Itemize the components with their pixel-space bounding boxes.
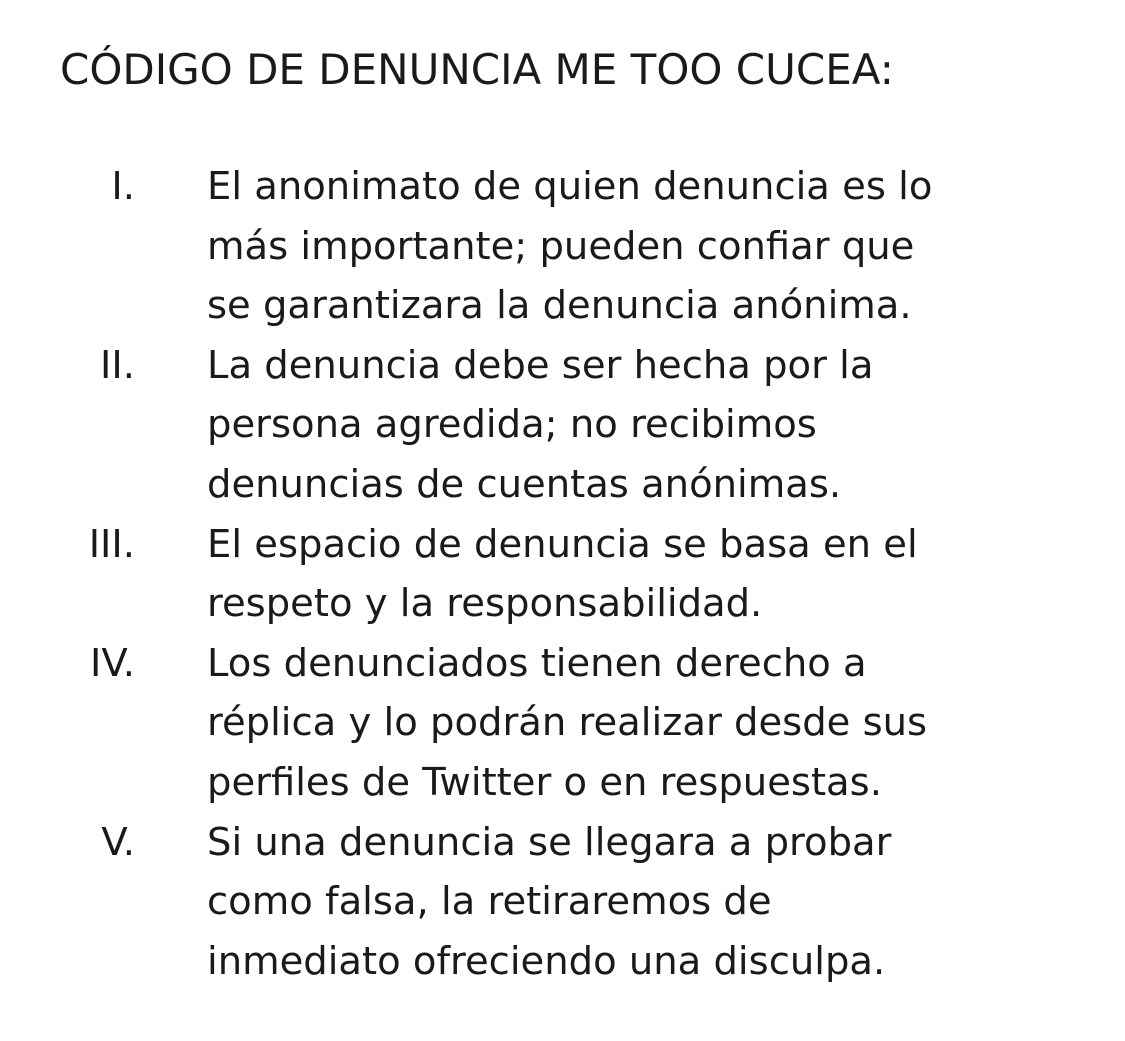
item-line: El anonimato de quien denuncia es lo (207, 164, 933, 209)
item-numeral: I. (111, 164, 135, 209)
item-line: perfiles de Twitter o en respuestas. (207, 759, 882, 805)
list-item (0, 157, 1125, 336)
item-line: Si una denuncia se llegara a probar (207, 819, 892, 865)
item-line: persona agredida; no recibimos (207, 402, 817, 448)
item-line: Los denunciados tienen derecho a (207, 640, 867, 686)
item-numeral: II. (100, 342, 135, 388)
item-text (207, 634, 1087, 813)
item-line: denuncias de cuentas anónimas. (207, 461, 842, 507)
item-text (207, 515, 1087, 634)
rules-list (0, 157, 1125, 991)
item-line: réplica y lo podrán realizar desde sus (207, 700, 928, 746)
item-line: La denuncia debe ser hecha por la (207, 342, 874, 388)
item-text (207, 813, 1087, 992)
item-line: más importante; pueden confiar que (207, 223, 915, 269)
item-numeral: III. (88, 521, 135, 567)
item-line: se garantizara la denuncia anónima. (207, 283, 912, 329)
list-item (0, 813, 1125, 992)
item-numeral: IV. (90, 640, 135, 686)
list-item (0, 634, 1125, 813)
document-title: CÓDIGO DE DENUNCIA ME TOO CUCEA: (60, 45, 894, 94)
list-item (0, 515, 1125, 634)
item-line: como falsa, la retiraremos de (207, 879, 772, 925)
list-item (0, 336, 1125, 515)
item-text (207, 157, 1087, 336)
item-line: inmediato ofreciendo una disculpa. (207, 938, 886, 984)
item-numeral: V. (101, 819, 135, 865)
item-text (207, 336, 1087, 515)
item-line: El espacio de denuncia se basa en el (207, 521, 918, 567)
item-line: respeto y la responsabilidad. (207, 581, 763, 627)
